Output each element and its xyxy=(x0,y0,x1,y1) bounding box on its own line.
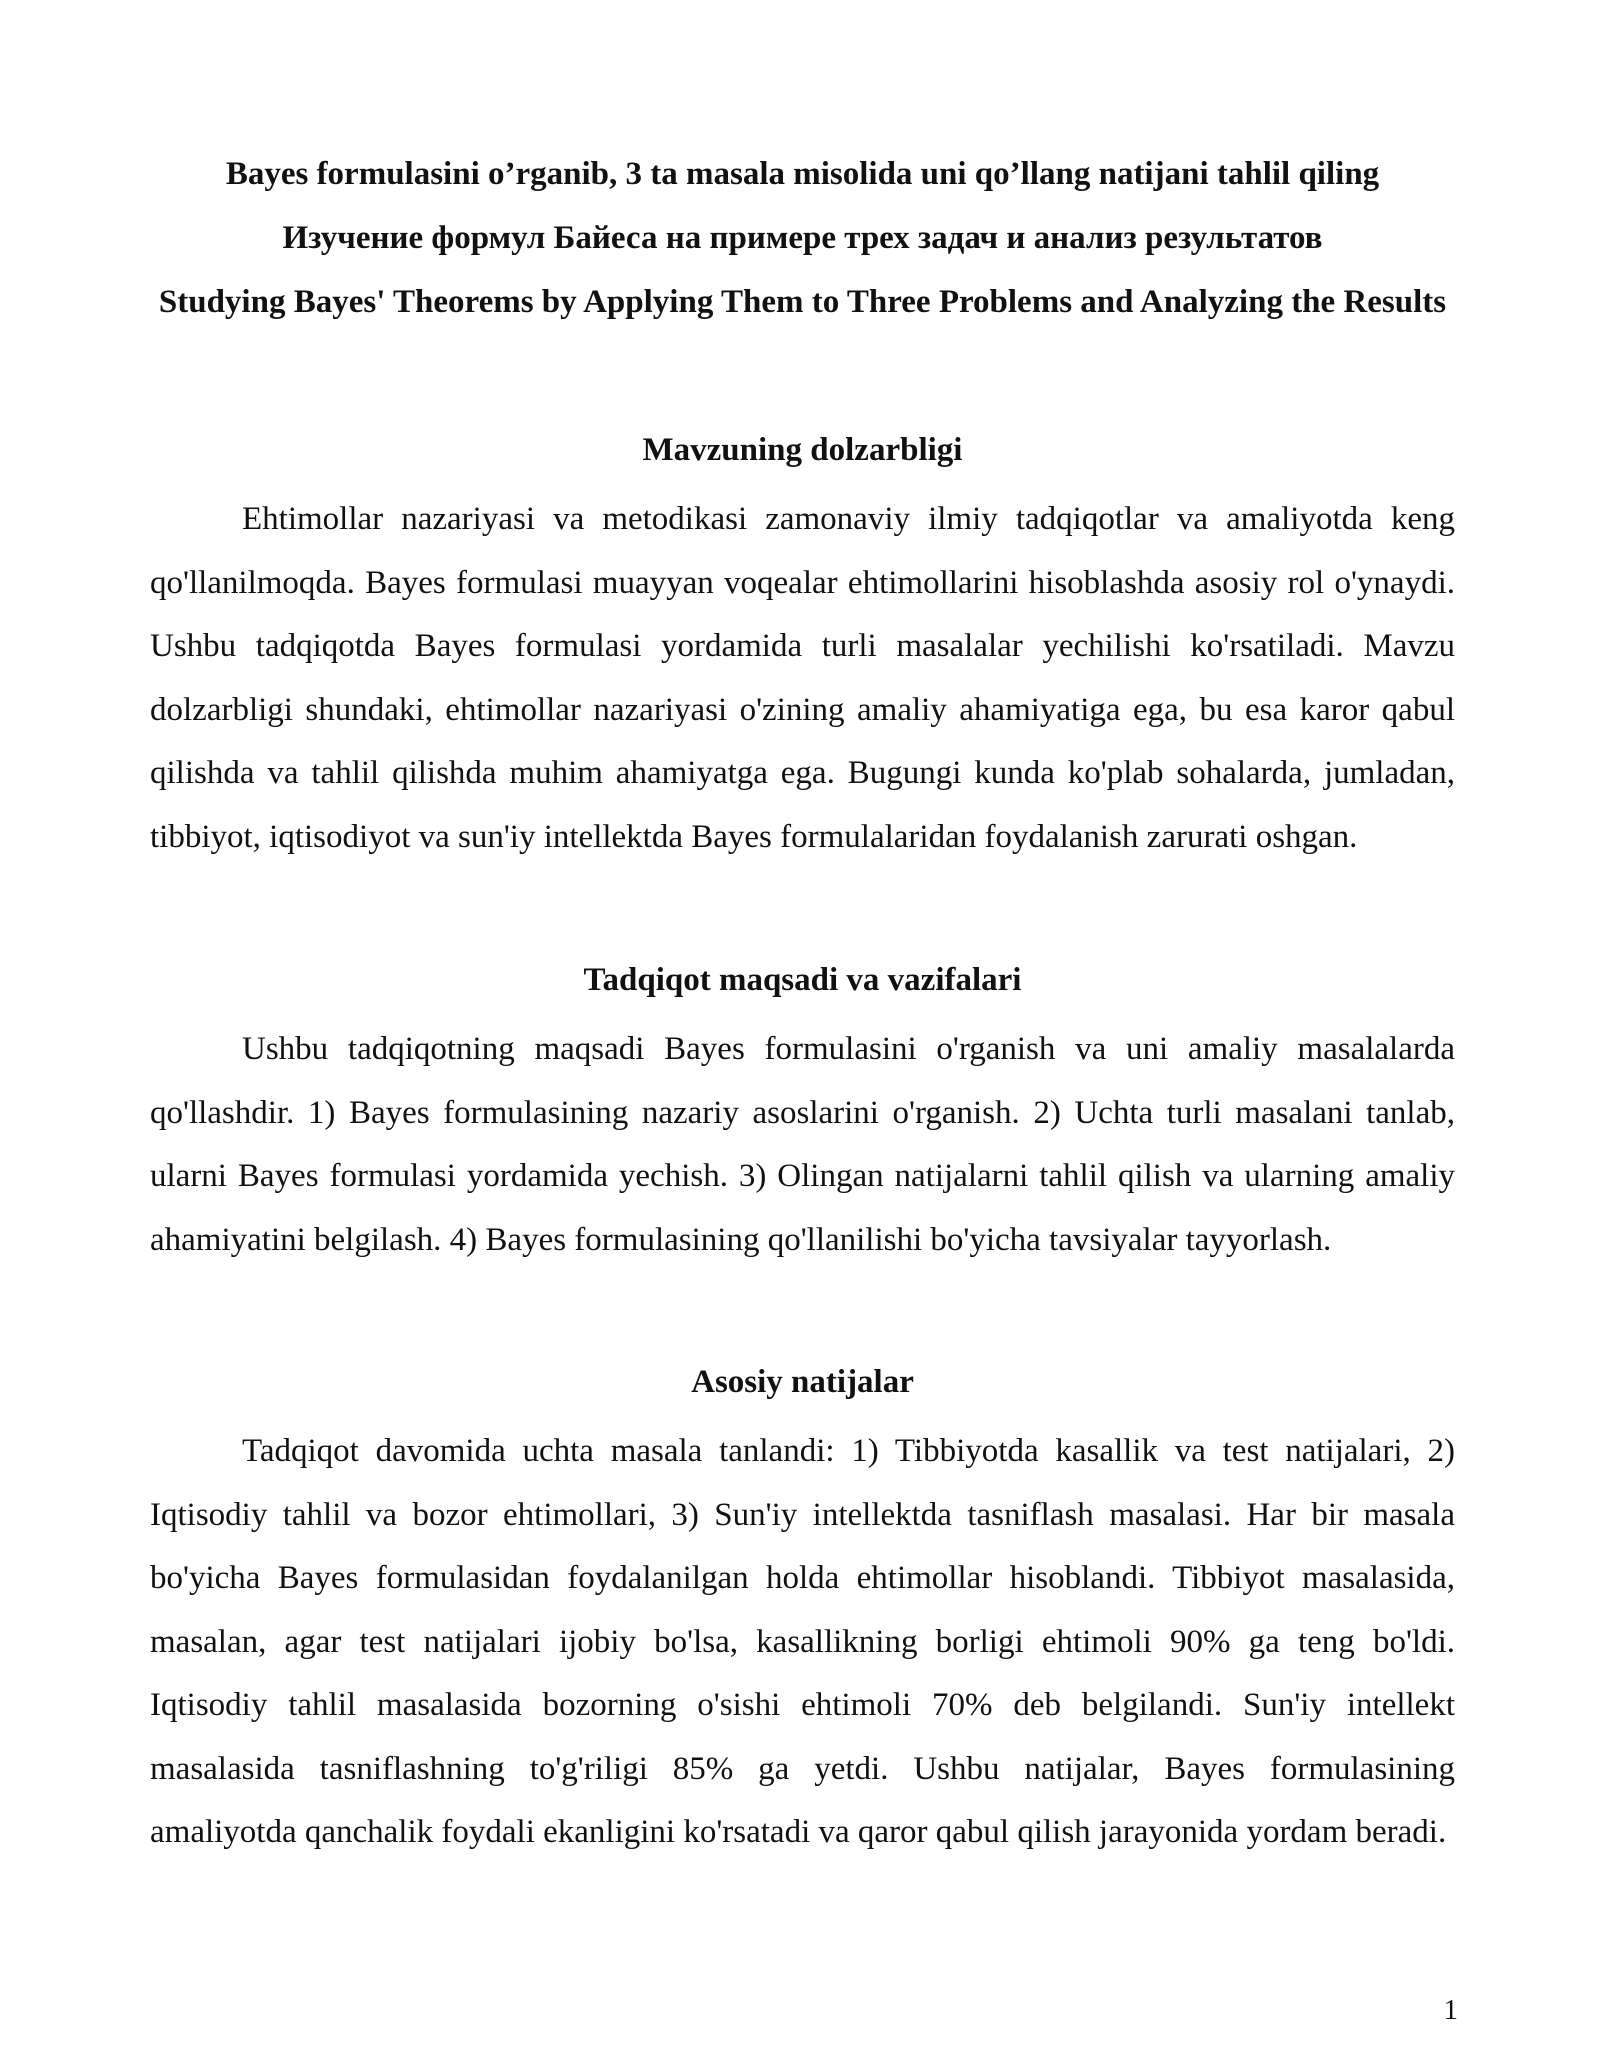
page-number: 1 xyxy=(1443,1994,1458,2026)
section-heading-goals: Tadqiqot maqsadi va vazifalari xyxy=(583,962,1022,998)
section-body-goals: Ushbu tadqiqotning maqsadi Bayes formulasini o'rganish va uni amaliy masalalarda qo'llashdir. 1) Bayes formulasining nazariy asoslarini o'rganish. 2) Uchta turli masalani tanlab, ularni Bayes formulasi yordamida yechish. 3) Olingan natijalarni tahlil qilish va ularning amaliy ahamiyatini belgilash. 4) Bayes formulasining qo'llanilishi bo'yicha tavsiyalar tayyorlash. xyxy=(150,1031,1455,1258)
title-block xyxy=(150,142,1455,334)
title-russian: Изучение формул Байеса на примере трех задач и анализ результатов xyxy=(282,220,1323,256)
title-english: Studying Bayes' Theorems by Applying Them to Three Problems and Analyzing the Results xyxy=(158,284,1447,320)
section-heading-relevance: Mavzuning dolzarbligi xyxy=(642,432,963,468)
section-heading-results: Asosiy natijalar xyxy=(691,1364,914,1400)
section-body-results: Tadqiqot davomida uchta masala tanlandi: 1) Tibbiyotda kasallik va test natijalari, 2) Iqtisodiy tahlil va bozor ehtimollari, 3) Sun'iy intellektda tasniflash masalasi. Har bir masala bo'yicha Bayes formulasidan foydalanilgan holda ehtimollar hisoblandi. Tibbiyot masalasida, masalan, agar test natijalari ijobiy bo'lsa, kasallikning borligi ehtimoli 90% ga teng bo'ldi. Iqtisodiy tahlil masalasida bozorning o'sishi ehtimoli 70% deb belgilandi. Sun'iy intellekt masalasida tasniflashning to'g'riligi 85% ga yetdi. Ushbu natijalar, Bayes formulasining amaliyotda qanchalik foydali ekanligini ko'rsatadi va qaror qabul qilish jarayonida yordam beradi. xyxy=(150,1433,1455,1850)
title-uzbek: Bayes formulasini o’rganib, 3 ta masala misolida uni qo’llang natijani tahlil qiling xyxy=(225,156,1380,192)
section-body-relevance: Ehtimollar nazariyasi va metodikasi zamonaviy ilmiy tadqiqotlar va amaliyotda keng qo'llanilmoqda. Bayes formulasi muayyan voqealar ehtimollarini hisoblashda asosiy rol o'ynaydi. Ushbu tadqiqotda Bayes formulasi yordamida turli masalalar yechilishi ko'rsatiladi. Mavzu dolzarbligi shundaki, ehtimollar nazariyasi o'zining amaliy ahamiyatiga ega, bu esa karor qabul qilishda va tahlil qilishda muhim ahamiyatga ega. Bugungi kunda ko'plab sohalarda, jumladan, tibbiyot, iqtisodiyot va sun'iy intellektda Bayes formulalaridan foydalanish zarurati oshgan. xyxy=(150,501,1455,855)
